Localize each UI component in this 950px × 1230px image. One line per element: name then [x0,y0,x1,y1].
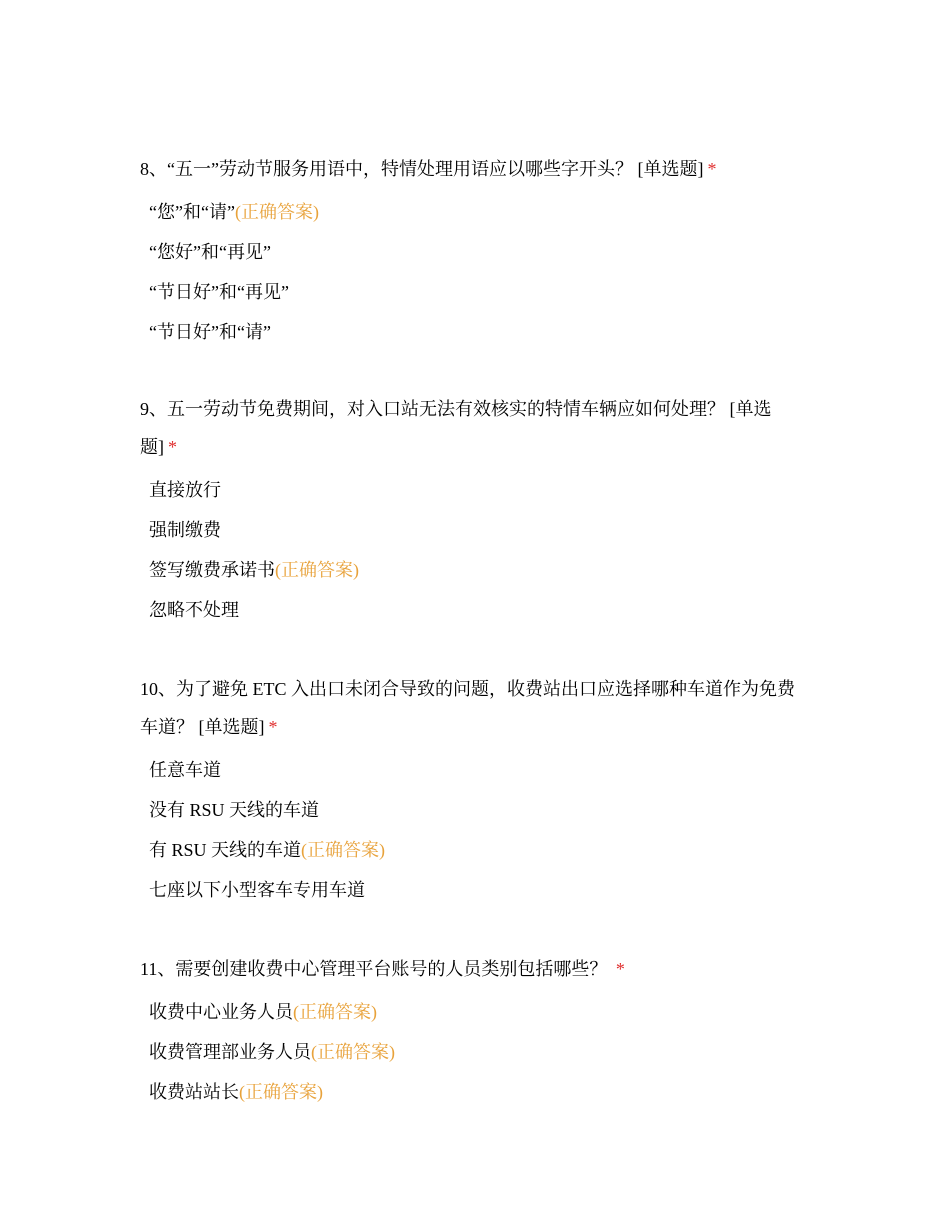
option-label: 签写缴费承诺书 [149,560,275,580]
option-item[interactable] [149,470,805,510]
option-label: 收费中心业务人员 [149,1002,293,1022]
correct-answer-tag: (正确答案) [301,840,386,860]
option-label: 七座以下小型客车专用车道 [149,880,365,900]
option-label: 没有 RSU 天线的车道 [149,800,320,820]
question-text: 五一劳动节免费期间，对入口站无法有效核实的特情车辆应如何处理？ [167,399,725,419]
option-item[interactable] [149,510,805,550]
question-9 [140,390,805,630]
correct-answer-tag: (正确答案) [239,1082,323,1102]
option-list [140,992,805,1112]
option-label: 收费站站长 [149,1082,239,1102]
option-item[interactable] [149,590,805,630]
option-item[interactable] [149,830,805,870]
question-text: “五一”劳动节服务用语中，特情处理用语应以哪些字开头？ [167,159,633,179]
option-label: 忽略不处理 [149,600,239,620]
question-8 [140,150,805,352]
option-item[interactable] [149,192,805,232]
question-title [140,390,805,466]
question-number: 10、 [140,679,176,699]
option-label: 收费管理部业务人员 [149,1042,311,1062]
option-list [140,470,805,630]
question-number: 11、 [140,959,176,979]
option-label: 任意车道 [149,760,221,780]
option-label: “您”和“请” [149,202,235,222]
option-item[interactable] [149,232,805,272]
option-item[interactable] [149,750,805,790]
required-mark: * [168,437,177,457]
required-mark: * [707,159,717,179]
question-text: 为了避免 ETC 入出口未闭合导致的问题，收费站出口应选择哪种车道作为免费车道？ [140,679,795,737]
option-item[interactable] [149,790,805,830]
option-label: 直接放行 [149,480,221,500]
option-item[interactable] [149,550,805,590]
correct-answer-tag: (正确答案) [234,202,319,222]
option-label: “节日好”和“请” [149,322,271,342]
question-11 [140,950,805,1112]
question-title [140,670,805,746]
correct-answer-tag: (正确答案) [275,560,359,580]
option-item[interactable] [149,312,805,352]
question-type: [单选题] [637,159,704,179]
correct-answer-tag: (正确答案) [311,1042,395,1062]
option-label: 强制缴费 [149,520,221,540]
option-item[interactable] [149,272,805,312]
question-type: [单选题] [198,717,265,737]
question-type: [单选题] [140,399,772,457]
option-label: 有 RSU 天线的车道 [149,840,302,860]
option-list [140,192,805,352]
option-label: “您好”和“再见” [149,242,271,262]
option-item[interactable] [149,870,805,910]
option-list [140,750,805,910]
required-mark: * [615,959,625,979]
option-label: “节日好”和“再见” [149,282,289,302]
question-number: 9、 [140,399,167,419]
question-title [140,150,805,188]
question-number: 8、 [140,159,167,179]
option-item[interactable] [149,1072,805,1112]
required-mark: * [268,717,278,737]
question-10 [140,670,805,910]
question-text: 需要创建收费中心管理平台账号的人员类别包括哪些？ [175,959,608,979]
option-item[interactable] [149,992,805,1032]
question-title [140,950,805,988]
option-item[interactable] [149,1032,805,1072]
correct-answer-tag: (正确答案) [293,1002,377,1022]
